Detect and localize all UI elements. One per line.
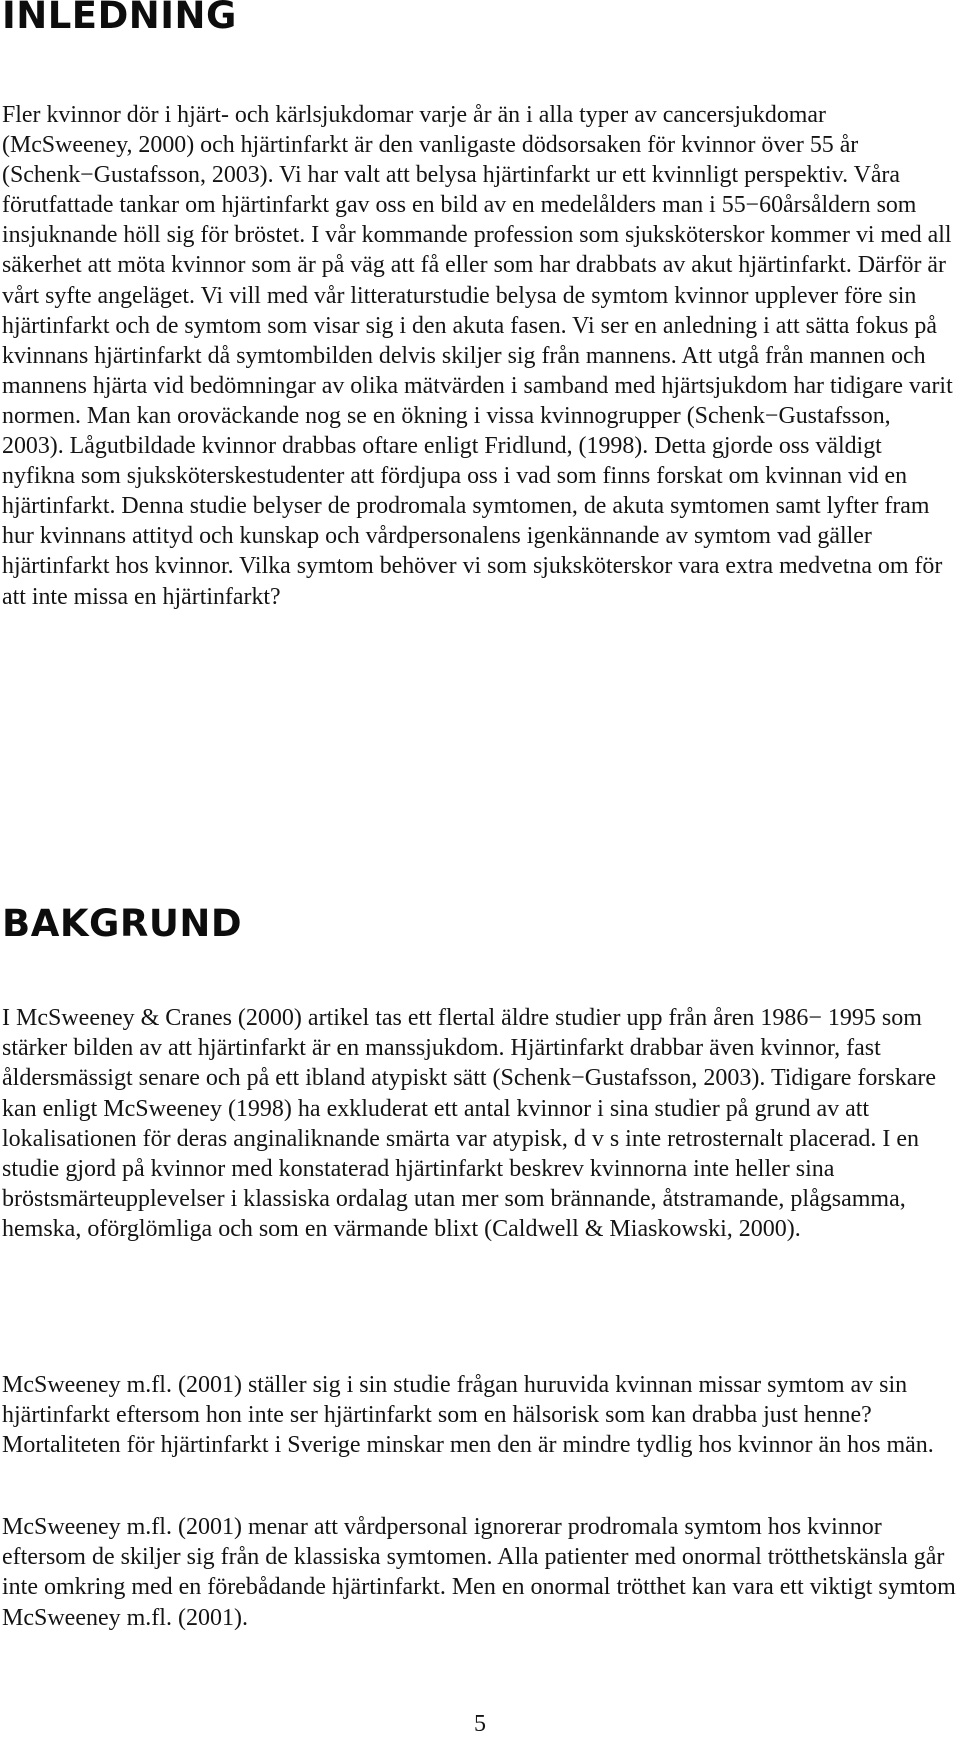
section-heading-bakgrund: BAKGRUND — [2, 902, 243, 945]
section-heading-inledning: INLEDNING — [2, 0, 237, 37]
background-paragraph-1: I McSweeney & Cranes (2000) artikel tas ett flertal äldre studier upp från åren 1986− 1995 som stärker bilden av att hjärtinfarkt är en manssjukdom. Hjärtinfarkt drabbar även kvinnor, fast åldersmässigt senare och på ett ibland atypiskt sätt (Schenk−Gustafsson, 2003). Tidigare forskare kan enligt McSweeney (1998) ha exkluderat ett antal kvinnor i sina studier på grund av att lokalisationen för deras anginaliknande smärta var atypisk, d v s inte retrosternalt placerad. I en studie gjord på kvinnor med konstaterad hjärtinfarkt beskrev kvinnorna inte heller sina bröstsmärteupplevelser i klassiska ordalag utan mer som brännande, åtstramande, plågsamma, hemska, oförglömliga och som en värmande blixt (Caldwell & Miaskowski, 2000). — [2, 1005, 937, 1243]
intro-paragraph: Fler kvinnor dör i hjärt- och kärlsjukdomar varje år än i alla typer av cancersjukdomar (McSweeney, 2000) och hjärtinfarkt är den vanligaste dödsorsaken för kvinnor över 55 år (Schenk−Gustafsson, 2003). Vi har valt att belysa hjärtinfarkt ur ett kvinnligt perspektiv. Våra förutfattade tankar om hjärtinfarkt gav oss en bild av en medelålders man i 55−60årsåldern som insjuknande höll sig för bröstet. I vår kommande profession som sjuksköterskor kommer vi med all säkerhet att möta kvinnor som är på väg att få eller som har drabbats av akut hjärtinfarkt. Därför är vårt syfte angeläget. Vi vill med vår litteraturstudie belysa de symtom kvinnor upplever före sin hjärtinfarkt och de symtom som visar sig i den akuta fasen. Vi ser en anledning i att sätta fokus på kvinnans hjärtinfarkt då symtombilden delvis skiljer sig från mannens. Att utgå från mannen och mannens hjärta vid bedömningar av olika mätvärden i samband med hjärtsjukdom har tidigare varit normen. Man kan oroväckande nog se en ökning i vissa kvinnogrupper (Schenk−Gustafsson, 2003). Lågutbildade kvinnor drabbas oftare enligt Fridlund, (1998). Detta gjorde oss väldigt nyfikna som sjuksköterskestudenter att fördjupa oss i vad som finns forskat om kvinnan vid en hjärtinfarkt. Denna studie belyser de prodromala symtomen, de akuta symtomen samt lyfter fram hur kvinnans attityd och kunskap och vårdpersonalens igenkännande av symtom vad gäller hjärtinfarkt hos kvinnor. Vilka symtom behöver vi som sjuksköterskor vara extra medvetna om för att inte missa en hjärtinfarkt? — [2, 102, 953, 610]
page-number: 5 — [474, 1711, 486, 1737]
background-paragraph-2: McSweeney m.fl. (2001) ställer sig i sin studie frågan huruvida kvinnan missar symtom av sin hjärtinfarkt eftersom hon inte ser hjärtinfarkt som en hälsorisk som kan drabba just henne? Mortaliteten för hjärtinfarkt i Sverige minskar men den är mindre tydlig hos kvinnor än hos män. — [2, 1372, 934, 1459]
background-paragraph-3: McSweeney m.fl. (2001) menar att vårdpersonal ignorerar prodromala symtom hos kvinnor eftersom de skiljer sig från de klassiska symtomen. Alla patienter med onormal trötthetskänsla går inte omkring med en förebådande hjärtinfarkt. Men en onormal trötthet kan vara ett viktigt symtom McSweeney m.fl. (2001). — [2, 1514, 956, 1631]
